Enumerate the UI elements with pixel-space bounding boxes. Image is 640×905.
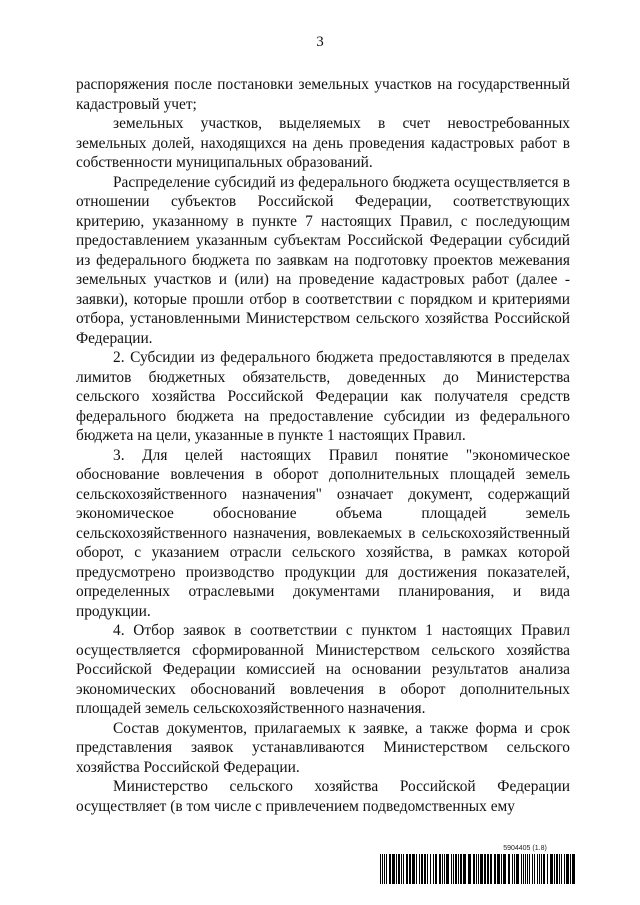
paragraph: земельных участков, выделяемых в счет невостребованных земельных долей, находящихся на день проведения кадастровых работ в собственности муниципальных образований. [76,115,570,171]
paragraph: Министерство сельского хозяйства Российской Федерации осуществляет (в том числе с привлечением подведомственных ему [76,778,570,815]
paragraph: 4. Отбор заявок в соответствии с пунктом 1 настоящих Правил осуществляется сформированной Министерством сельского хозяйства Российской Федерации комиссией на основании результатов анализа экономических обоснований вовлечения в оборот дополнительных площадей земель сельскохозяйственного назначения. [76,622,570,717]
paragraph: распоряжения после постановки земельных участков на государственный кадастровый учет; [76,76,570,113]
paragraph: Распределение субсидий из федерального бюджета осуществляется в отношении субъектов Российской Федерации, соответствующих критерию, указанному в пункте 7 настоящих Правил, с последующим предоставлением указанным субъектам Российской Федерации субсидий из федерального бюджета по заявкам на подготовку проектов межевания земельных участков и (или) на проведение кадастровых работ (далее - заявки), которые прошли отбор в соответствии с порядком и критериями отбора, установленными Министерством сельского хозяйства Российской Федерации. [76,173,570,347]
barcode-icon [380,854,578,884]
paragraph: 3. Для целей настоящих Правил понятие "экономическое обоснование вовлечения в оборот дополнительных площадей земель сельскохозяйственного назначения" означает документ, содержащий экономическое обоснование объема площадей земель сельскохозяйственного назначения, вовлекаемых в сельскохозяйственный оборот, с указанием отрасли сельского хозяйства, в рамках которой предусмотрено производство продукции для достижения показателей, определенных отраслевыми документами планирования, и вида продукции. [76,446,570,620]
document-body [76,75,570,816]
document-code: 5904405 (1.8) [503,845,547,852]
paragraph: 2. Субсидии из федерального бюджета предоставляются в пределах лимитов бюджетных обязательств, доведенных до Министерства сельского хозяйства Российской Федерации как получателя средств федерального бюджета на предоставление субсидии из федерального бюджета на цели, указанные в пункте 1 настоящих Правил. [76,349,570,444]
paragraph: Состав документов, прилагаемых к заявке, а также форма и срок представления заявок устанавливаются Министерством сельского хозяйства Российской Федерации. [76,719,570,776]
page-number: 3 [316,34,324,50]
